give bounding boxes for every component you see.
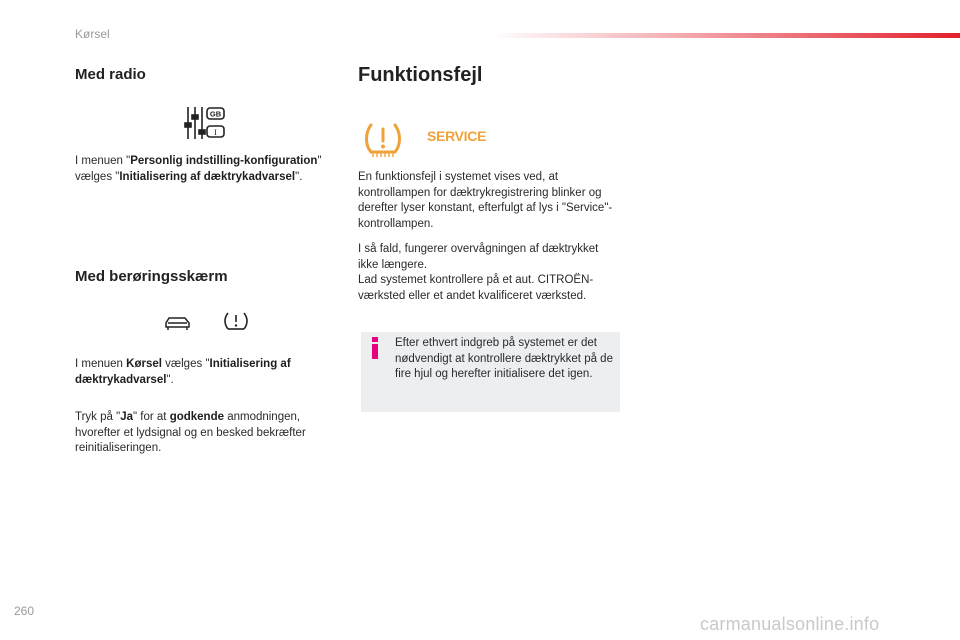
section-label: Kørsel — [75, 27, 110, 41]
malfunction-consequence: I så fald, fungerer overvågningen af dæktrykket ikke længere. Lad systemet kontrollere på et aut. CITROËN-værksted eller et andet kvalificeret værksted. — [358, 243, 599, 302]
confirm-instruction: Tryk på "Ja" for at godkende anmodningen, hvorefter et lydsignal og en besked bekræfter reinitialiseringen. — [75, 411, 306, 454]
radio-settings-icon — [182, 104, 226, 142]
radio-instruction: I menuen "Personlig indstilling-konfiguration" vælges "Initialisering af dæktrykadvarsel". — [75, 155, 322, 183]
info-icon — [369, 337, 381, 359]
service-warning-label: SERVICE — [427, 128, 487, 144]
malfunction-heading: Funktionsfejl — [358, 64, 483, 86]
info-text: Efter ethvert indgreb på systemet er det nødvendigt at kontrollere dæktrykket på de fire hjul og herefter initialisere det igen. — [395, 337, 613, 380]
radio-icon-lang-label: GB — [209, 109, 222, 119]
header-accent-bar — [490, 33, 960, 38]
radio-heading: Med radio — [75, 66, 146, 83]
touchscreen-heading: Med berøringsskærm — [75, 268, 228, 285]
malfunction-description: En funktionsfejl i systemet vises ved, at kontrollampen for dæktrykregistrering blinker og derefter lyser konstant, efterfulgt af lys i "Service"-kontrollampen. — [358, 171, 613, 230]
page-number: 260 — [14, 604, 35, 618]
tire-pressure-icon — [223, 310, 249, 334]
tire-pressure-warning-icon — [363, 122, 403, 160]
car-icon — [163, 313, 193, 333]
watermark: carmanualsonline.info — [700, 614, 880, 634]
touchscreen-instruction: I menuen Kørsel vælges "Initialisering af dæktrykadvarsel". — [75, 358, 291, 386]
radio-icon-button-label: I — [214, 128, 217, 137]
